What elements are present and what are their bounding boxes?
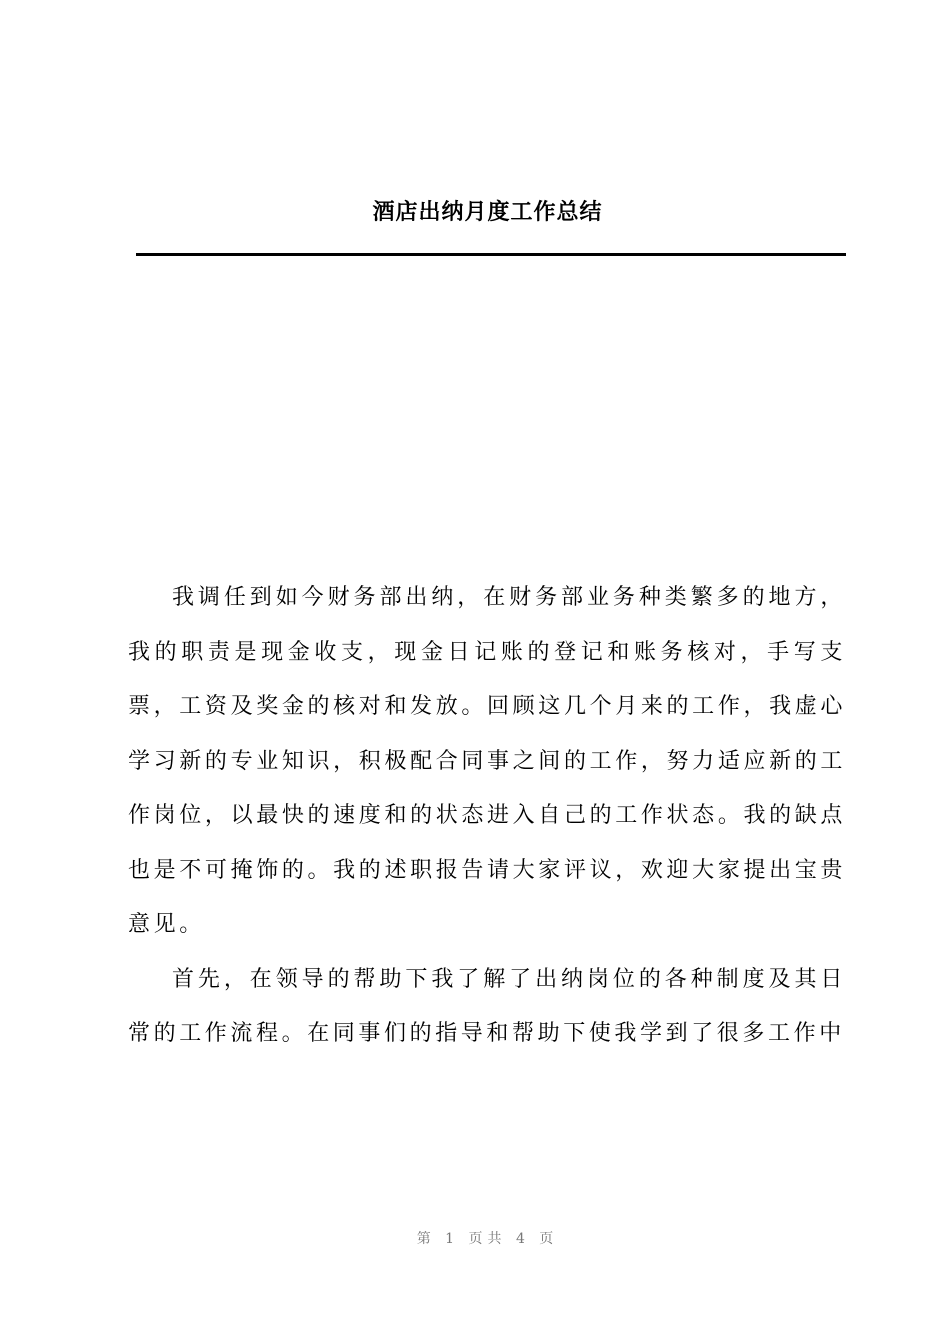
paragraph: 首先，在领导的帮助下我了解了出纳岗位的各种制度及其日常的工作流程。在同事们的指导和帮助下使我学到了很多工作中: [128, 966, 846, 1046]
document-title: 酒店出纳月度工作总结: [372, 200, 603, 225]
page-number-footer: 第 1 页共 4 页: [416, 1231, 559, 1247]
paragraph: 我调任到如今财务部出纳，在财务部业务种类繁多的地方，我的职责是现金收支，现金日记账的登记和账务核对，手写支票，工资及奖金的核对和发放。回顾这几个月来的工作，我虚心学习新的专业知识，积极配合同事之间的工作，努力适应新的工作岗位，以最快的速度和的状态进入自己的工作状态。我的缺点也是不可掩饰的。我的述职报告请大家评议，欢迎大家提出宝贵意见。: [128, 585, 846, 937]
document-body: [128, 571, 846, 1062]
title-underline: [136, 253, 846, 256]
